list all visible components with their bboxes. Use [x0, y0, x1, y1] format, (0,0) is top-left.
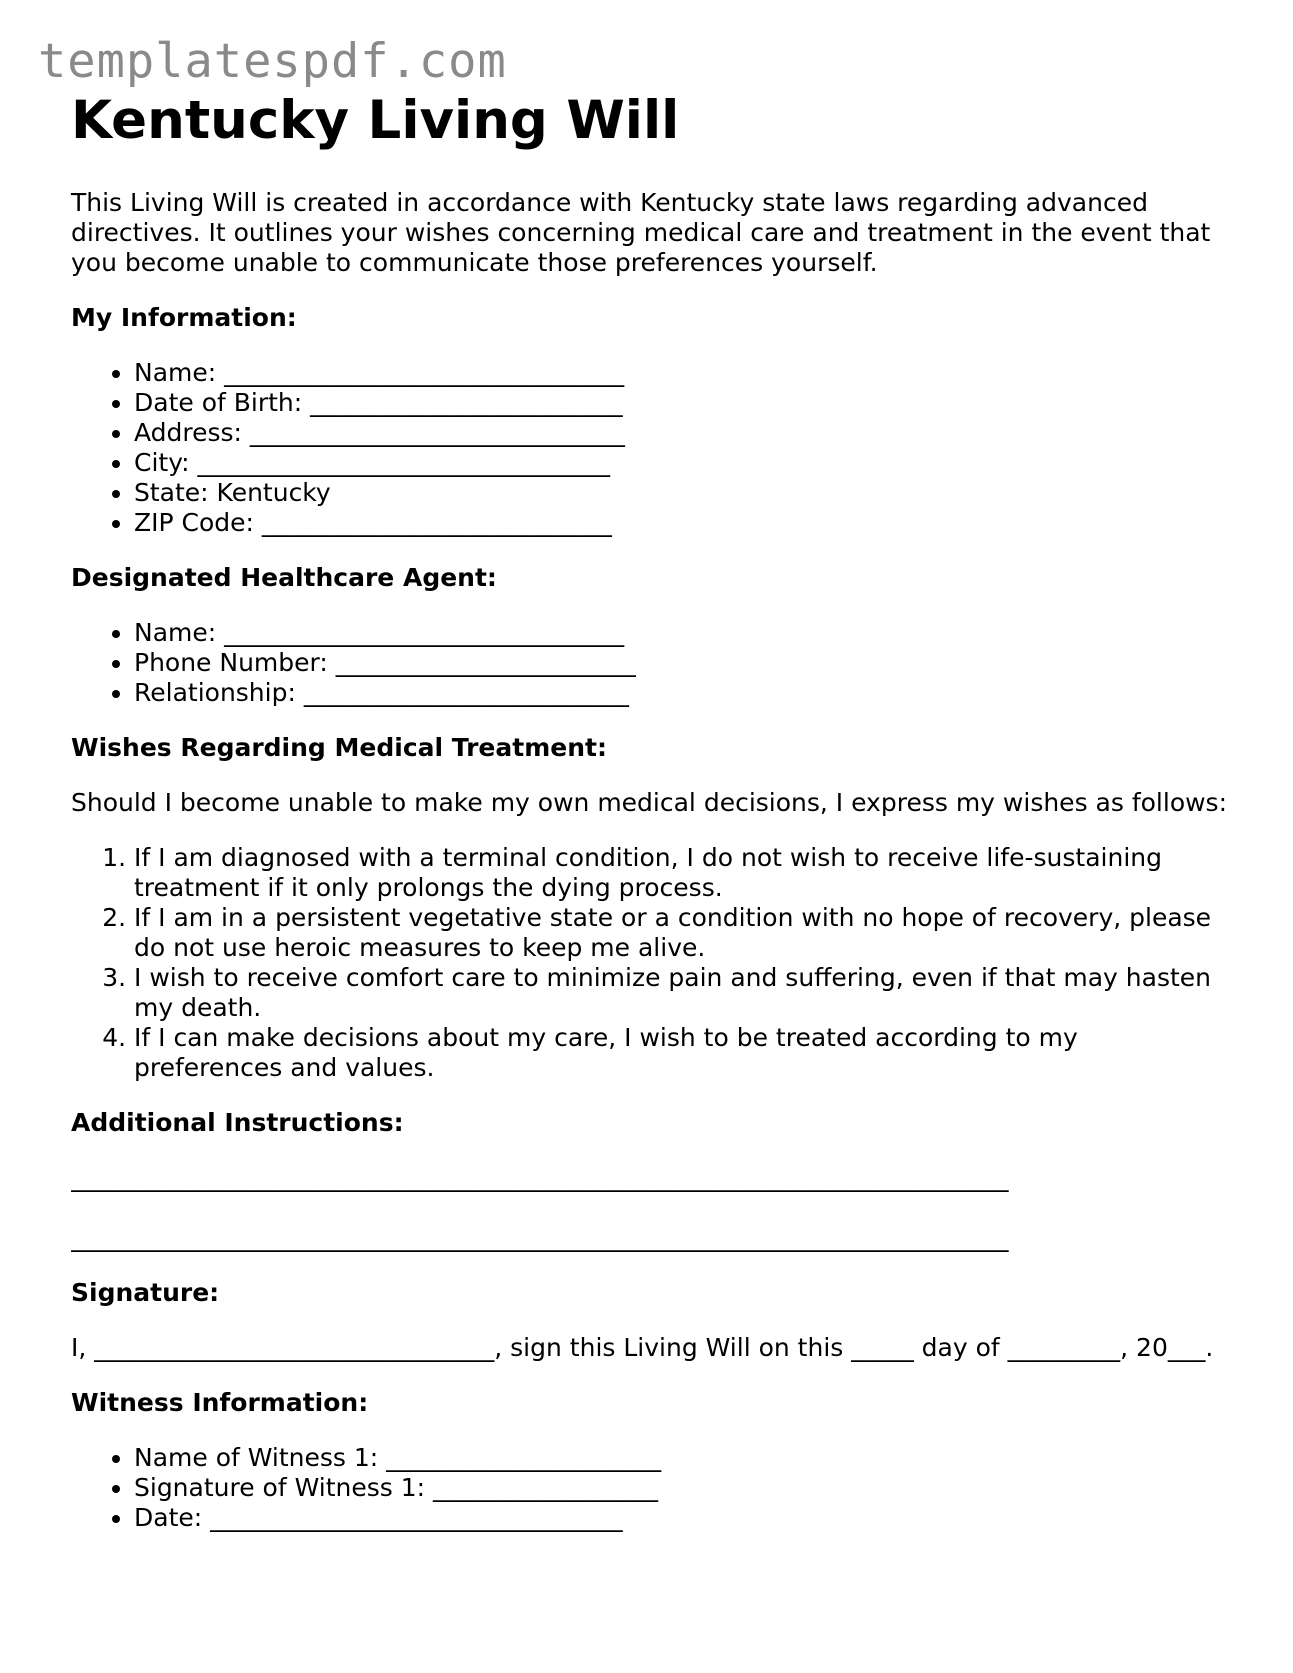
- wishes-heading: Wishes Regarding Medical Treatment:: [71, 732, 607, 762]
- list-item: 1. If I am diagnosed with a terminal condition, I do not wish to receive life-sustaining treatment if it only prolongs the dying process.: [134, 843, 1231, 903]
- list-item: • Relationship: __________________________: [134, 678, 1231, 708]
- list-item: • Signature of Witness 1: __________________: [134, 1473, 1231, 1503]
- list-item: • State: Kentucky: [134, 478, 1231, 508]
- list-item: • ZIP Code: ____________________________: [134, 508, 1231, 538]
- list-item: 4. If I can make decisions about my care, I wish to be treated according to my preferences and values.: [134, 1023, 1231, 1083]
- additional-line: ___________________________________________________________________________: [71, 1162, 1009, 1192]
- list-item: • Name: ________________________________: [134, 618, 1231, 648]
- intro-paragraph: This Living Will is created in accordance with Kentucky state laws regarding advanced directives. It outlines your wishes concerning medical care and treatment in the event that you become unable to communicate those preferences yourself.: [71, 187, 1211, 277]
- list-item: • Date of Birth: _________________________: [134, 388, 1231, 418]
- witness-heading: Witness Information:: [71, 1387, 369, 1417]
- watermark: templatespdf.com: [38, 34, 507, 89]
- list-item: • City: _________________________________: [134, 448, 1231, 478]
- list-item: • Name: ________________________________: [134, 358, 1231, 388]
- list-item: • Address: ______________________________: [134, 418, 1231, 448]
- list-item: 3. I wish to receive comfort care to minimize pain and suffering, even if that may hasten my death.: [134, 963, 1231, 1023]
- additional-heading: Additional Instructions:: [71, 1107, 404, 1137]
- witness-list: [71, 1443, 1231, 1533]
- list-item: 2. If I am in a persistent vegetative state or a condition with no hope of recovery, please do not use heroic measures to keep me alive.: [134, 903, 1231, 963]
- document-page: [71, 90, 1231, 1533]
- agent-heading: Designated Healthcare Agent:: [71, 562, 497, 592]
- wishes-intro: Should I become unable to make my own medical decisions, I express my wishes as follows:: [71, 787, 1228, 817]
- document-title: Kentucky Living Will: [71, 90, 680, 151]
- agent-list: [71, 618, 1231, 708]
- my-information-heading: My Information:: [71, 302, 297, 332]
- list-item: • Date: _________________________________: [134, 1503, 1231, 1533]
- wishes-list: [71, 843, 1231, 1083]
- signature-text: I, ________________________________, sign this Living Will on this _____ day of _________, 20___.: [71, 1332, 1214, 1362]
- my-information-list: [71, 358, 1231, 538]
- list-item: • Phone Number: ________________________: [134, 648, 1231, 678]
- list-item: • Name of Witness 1: ______________________: [134, 1443, 1231, 1473]
- signature-heading: Signature:: [71, 1277, 220, 1307]
- additional-line: ___________________________________________________________________________: [71, 1222, 1009, 1252]
